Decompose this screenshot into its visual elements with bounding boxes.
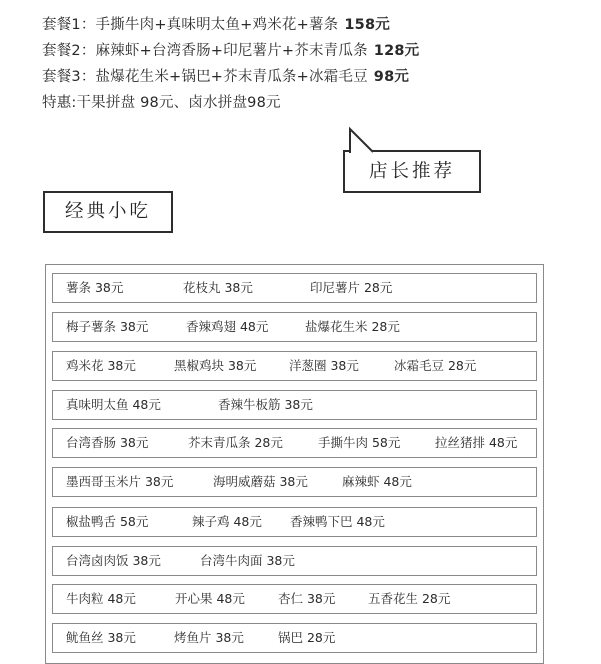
menu-item: 冰霜毛豆 28元 [394,358,477,373]
menu-item: 牛肉粒 48元 [66,591,136,606]
menu-row [52,467,537,497]
menu-item: 鱿鱼丝 38元 [66,630,136,645]
combo-text: 套餐1：手撕牛肉+真味明太鱼+鸡米花+薯条 [42,17,339,33]
special-offer-line [42,90,419,116]
combo-line-2 [42,38,419,64]
menu-row [52,507,537,537]
menu-item: 台湾卤肉饭 38元 [66,553,161,568]
snack-menu [45,264,544,664]
menu-row [52,584,537,614]
menu-item: 拉丝猪排 48元 [435,435,518,450]
menu-row [52,312,537,342]
menu-row [52,351,537,381]
manager-recommend-bubble [343,150,481,193]
menu-row [52,273,537,303]
menu-item: 麻辣虾 48元 [342,474,412,489]
menu-item: 台湾牛肉面 38元 [200,553,295,568]
menu-item: 开心果 48元 [175,591,245,606]
section-title [43,191,173,233]
speech-bubble-tail-icon [349,128,375,152]
combo-line-3 [42,64,419,90]
menu-row [52,428,537,458]
menu-item: 五香花生 28元 [368,591,451,606]
combo-price: 158元 [344,17,390,33]
menu-row [52,390,537,420]
menu-item: 梅子薯条 38元 [66,319,149,334]
menu-item: 香辣鸡翅 48元 [186,319,269,334]
menu-item: 香辣牛板筋 38元 [218,397,313,412]
menu-item: 花枝丸 38元 [183,280,253,295]
menu-item: 锅巴 28元 [278,630,336,645]
menu-item: 盐爆花生米 28元 [305,319,400,334]
combo-list [42,12,419,116]
combo-price: 128元 [373,43,420,59]
combo-text: 套餐3：盐爆花生米+锅巴+芥末青瓜条+冰霜毛豆 [42,69,368,85]
combo-price: 98元 [373,69,410,85]
menu-row [52,546,537,576]
combo-text: 套餐2：麻辣虾+台湾香肠+印尼薯片+芥末青瓜条 [42,43,368,59]
menu-item: 墨西哥玉米片 38元 [66,474,174,489]
menu-item: 鸡米花 38元 [66,358,136,373]
special-offer-text: 特惠:干果拼盘 98元、卤水拼盘98元 [42,95,281,111]
menu-item: 椒盐鸭舌 58元 [66,514,149,529]
menu-item: 芥末青瓜条 28元 [188,435,283,450]
menu-item: 台湾香肠 38元 [66,435,149,450]
menu-item: 印尼薯片 28元 [310,280,393,295]
menu-item: 手撕牛肉 58元 [318,435,401,450]
menu-item: 薯条 38元 [66,280,124,295]
menu-item: 洋葱圈 38元 [289,358,359,373]
menu-item: 烤鱼片 38元 [174,630,244,645]
menu-item: 辣子鸡 48元 [192,514,262,529]
combo-line-1 [42,12,419,38]
menu-item: 香辣鸭下巴 48元 [290,514,385,529]
menu-item: 海明威蘑菇 38元 [213,474,308,489]
menu-item: 真味明太鱼 48元 [66,397,161,412]
menu-item: 杏仁 38元 [278,591,336,606]
manager-recommend-label: 店长推荐 [368,161,455,182]
menu-item: 黑椒鸡块 38元 [174,358,257,373]
menu-row [52,623,537,653]
section-title-text: 经典小吃 [64,201,151,222]
